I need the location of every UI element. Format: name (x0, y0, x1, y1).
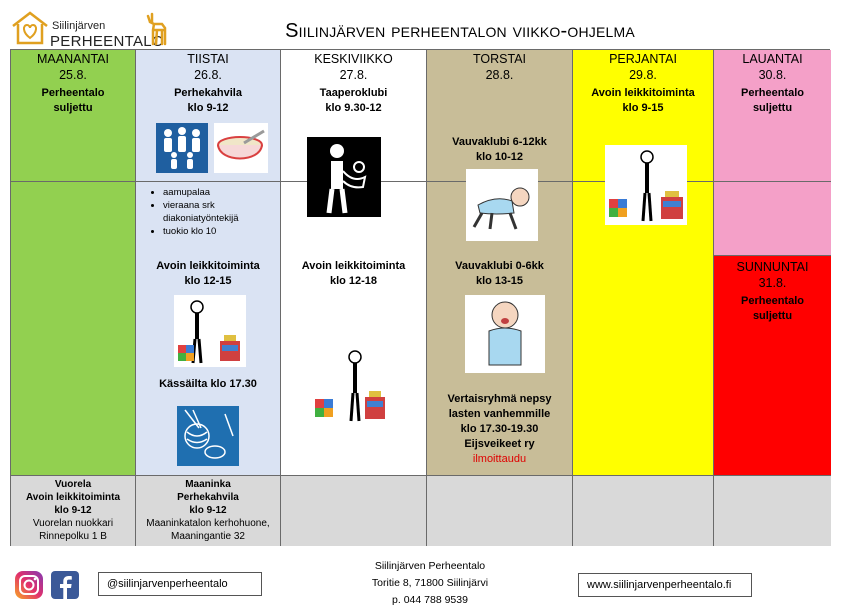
info-saturday-2: suljettu (752, 102, 793, 114)
footer-tue-4: Maaninkatalon kerhohuone, (146, 518, 270, 529)
address-line3: p. 044 788 9539 (392, 594, 468, 606)
list-item: • vieraana srk diakoniatyöntekijä (163, 199, 279, 225)
website-link[interactable]: www.siilinjarvenperheentalo.fi (578, 573, 752, 597)
info-saturday-1: Perheentalo (741, 87, 804, 99)
event-friday-1-time: klo 9-15 (622, 102, 664, 114)
instagram-icon[interactable] (14, 570, 44, 600)
day-name-thursday: TORSTAI (472, 52, 526, 66)
porridge-bowl-icon (214, 123, 268, 173)
logo (10, 10, 164, 50)
list-item: • tuokio klo 10 (163, 225, 279, 238)
event-tuesday-1: Perhekahvila (174, 87, 242, 99)
adult-with-toys-icon (174, 295, 246, 367)
event-wednesday-1: Taaperoklubi (319, 87, 388, 99)
crawling-baby-icon (466, 169, 538, 241)
day-name-friday: PERJANTAI (609, 52, 677, 66)
footer-mon-3: klo 9-12 (54, 505, 92, 516)
day-name-tuesday: TIISTAI (187, 52, 229, 66)
footer-mon-5: Rinnepolku 1 B (39, 531, 107, 542)
info-sunday-1: Perheentalo (741, 295, 804, 307)
footer-tue-3: klo 9-12 (189, 505, 227, 516)
footer-tue-1: Maaninka (185, 479, 231, 490)
adult-with-toys-icon (605, 145, 687, 225)
info-monday-1: Perheentalo (41, 87, 105, 99)
event-thursday-2: Vauvaklubi 0-6kk (455, 260, 544, 272)
footer-mon-2: Avoin leikkitoiminta (25, 492, 121, 503)
house-heart-icon (10, 10, 50, 46)
address-line1: Siilinjärven Perheentalo (374, 560, 486, 572)
event-tuesday-3: Kässäilta klo 17.30 (159, 378, 257, 390)
social-handle[interactable]: @siilinjarvenperheentalo (98, 572, 262, 596)
day-name-saturday: LAUANTAI (742, 52, 803, 66)
footer-mon-1: Vuorela (54, 479, 92, 490)
info-monday-2: suljettu (53, 102, 93, 114)
adult-with-toys-icon (313, 347, 387, 425)
event-thursday-1: Vauvaklubi 6-12kk (452, 136, 547, 148)
date-friday: 29.8. (629, 68, 657, 82)
family-group-icon (156, 123, 208, 173)
event-wednesday-2-time: klo 12-18 (329, 275, 378, 287)
event-thursday-3-line3: klo 17.30-19.30 (460, 423, 539, 435)
address-line2: Toritie 8, 71800 Siilinjärvi (371, 577, 489, 589)
event-friday-1: Avoin leikkitoiminta (591, 87, 695, 99)
page-title: Siilinjärven perheentalon viikko-ohjelma (285, 20, 635, 42)
signup-note: ilmoittaudu (472, 453, 527, 465)
date-monday: 25.8. (59, 68, 87, 82)
event-wednesday-2: Avoin leikkitoiminta (301, 260, 406, 272)
event-thursday-2-time: klo 13-15 (475, 275, 524, 287)
logo-line1: Siilinjärven (52, 20, 106, 32)
knitting-icon (177, 406, 239, 466)
day-name-wednesday: KESKIVIIKKO (314, 52, 393, 66)
event-tuesday-1-time: klo 9-12 (187, 102, 229, 114)
day-name-sunday: SUNNUNTAI (736, 260, 809, 274)
tuesday-bullet-list (151, 186, 279, 238)
date-wednesday: 27.8. (339, 68, 368, 82)
list-item: • aamupalaa (163, 186, 279, 199)
event-thursday-3-line1: Vertaisryhmä nepsy (447, 393, 552, 405)
deer-icon (144, 12, 170, 46)
event-thursday-3-line2: lasten vanhemmille (448, 408, 551, 420)
event-wednesday-1-time: klo 9.30-12 (325, 102, 382, 114)
footer-tue-2: Perhekahvila (177, 492, 239, 503)
week-schedule (10, 49, 830, 546)
event-thursday-1-time: klo 10-12 (475, 151, 524, 163)
baby-icon (465, 295, 545, 373)
facebook-icon[interactable] (50, 570, 80, 600)
date-saturday: 30.8. (758, 68, 787, 82)
adult-with-child-icon (307, 137, 381, 217)
footer-mon-4: Vuorelan nuokkari (32, 518, 114, 529)
day-name-monday: MAANANTAI (37, 52, 109, 66)
logo-line2: PERHEENTALO (50, 33, 164, 50)
event-thursday-3-line4: Eijsveikeet ry (464, 438, 535, 450)
date-sunday: 31.8. (758, 276, 787, 290)
event-tuesday-2-time: klo 12-15 (184, 275, 232, 287)
date-thursday: 28.8. (485, 68, 514, 82)
address-block (330, 558, 530, 609)
info-sunday-2: suljettu (752, 310, 793, 322)
event-tuesday-2: Avoin leikkitoiminta (156, 260, 260, 272)
footer-tue-5: Maaningantie 32 (171, 531, 245, 542)
date-tuesday: 26.8. (194, 68, 222, 82)
